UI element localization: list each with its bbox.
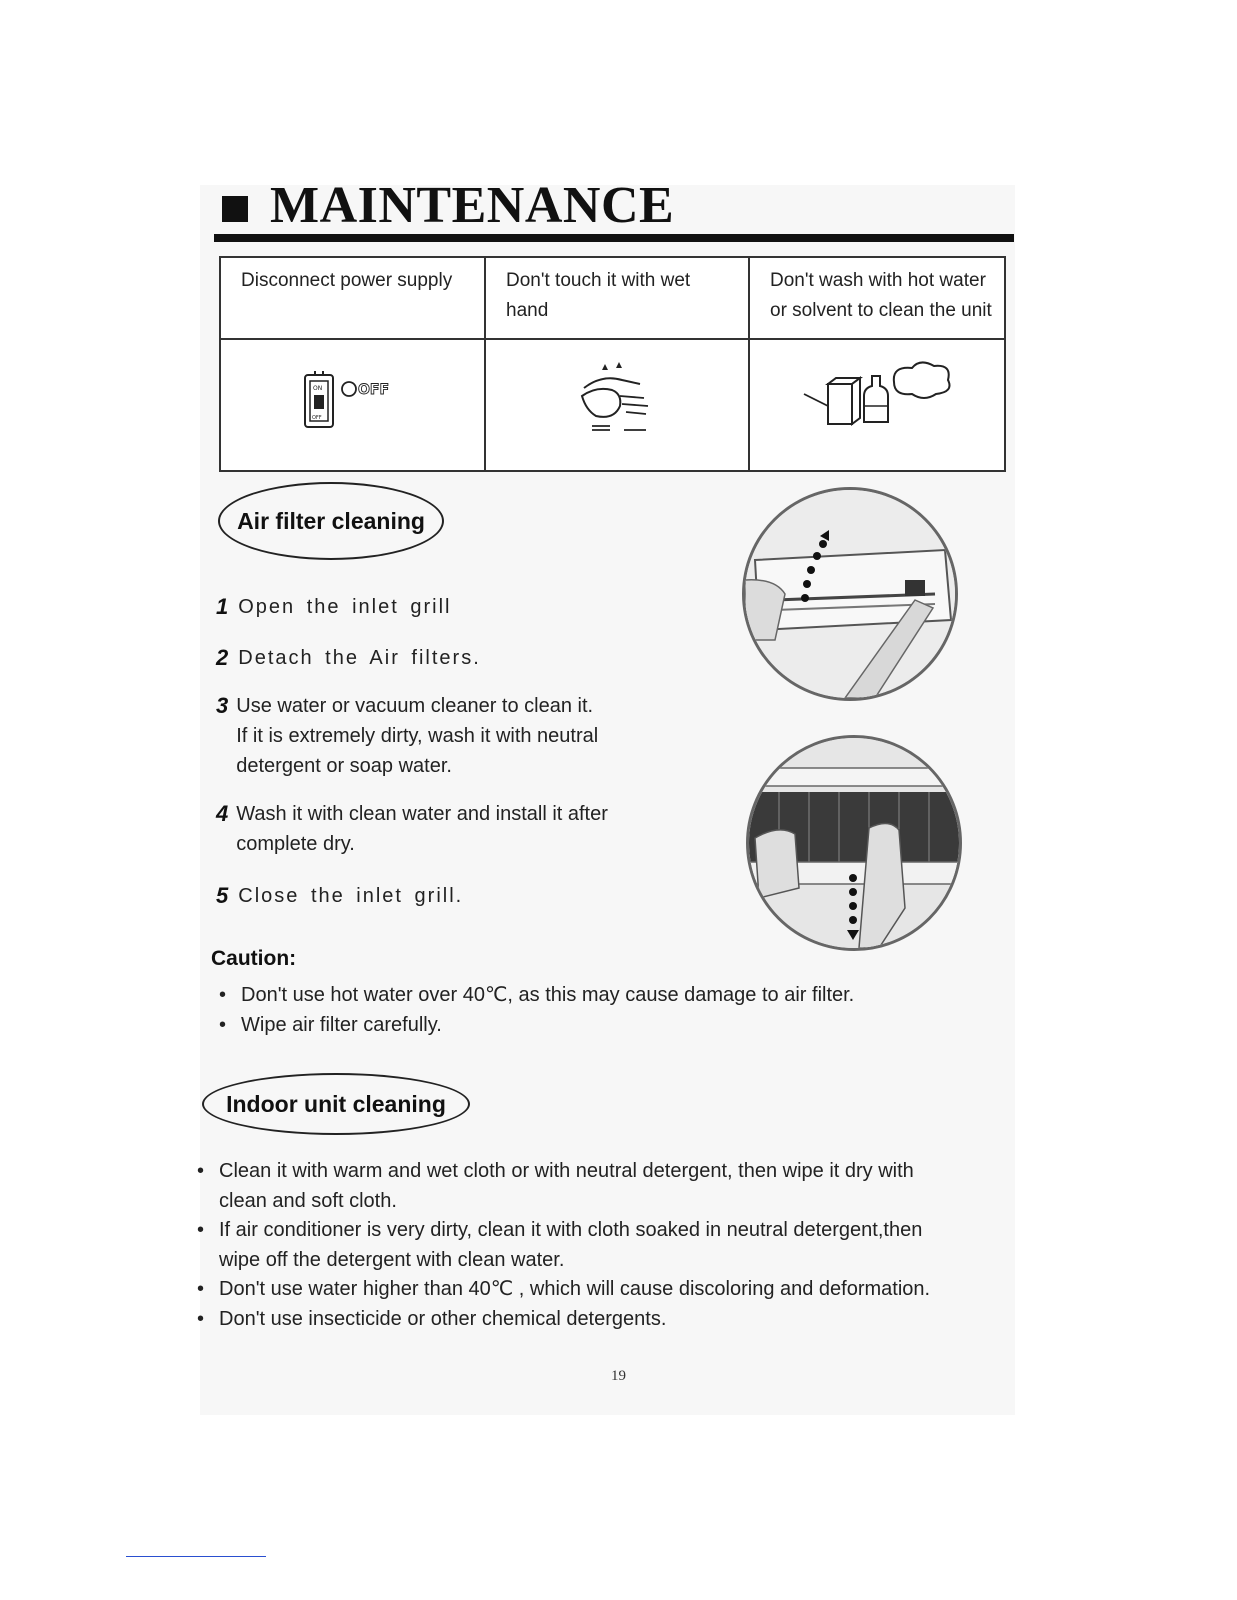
indoor-item	[197, 1156, 1012, 1216]
caution-label: Caution:	[211, 947, 297, 970]
step-number: 3	[216, 693, 229, 718]
open-grill-illustration	[742, 487, 958, 701]
off-badge-label: OFF	[357, 382, 389, 398]
title-text: MAINTENANCE	[270, 177, 675, 234]
step-4	[216, 799, 608, 859]
warning-table	[219, 256, 1006, 472]
step-text-line: Use water or vacuum cleaner to clean it.	[236, 695, 594, 717]
warning-text: Don't touch it with wet hand	[506, 270, 691, 321]
step-number: 4	[216, 801, 229, 826]
step-text-line: Wash it with clean water and install it after	[236, 803, 608, 825]
step-3	[216, 691, 598, 781]
caution-item	[219, 1010, 442, 1040]
switch-on-label: ON	[312, 385, 322, 392]
title-bullet-square	[222, 196, 248, 222]
air-conditioner-filter-image	[749, 738, 959, 948]
remove-filter-illustration	[746, 735, 962, 951]
warning-icon-row	[220, 339, 1005, 471]
step-number: 5	[216, 883, 231, 908]
page-number: 19	[611, 1368, 626, 1384]
indoor-text-line: Don't use water higher than 40℃ , which will cause discoloring and deformation.	[219, 1278, 931, 1300]
bullet-dot: •	[197, 1278, 205, 1300]
caution-item	[219, 980, 854, 1010]
indoor-unit-heading	[202, 1073, 470, 1135]
step-1	[216, 592, 451, 623]
warning-icon-cell	[220, 339, 485, 471]
indoor-text-line: clean and soft cloth.	[219, 1190, 397, 1212]
indoor-item	[197, 1215, 1012, 1275]
step-text-line: complete dry.	[236, 833, 355, 855]
solvent-bottle-icon	[792, 360, 962, 440]
step-number: 1	[216, 594, 231, 619]
bullet-dot: •	[197, 1308, 205, 1330]
title-underline	[214, 234, 1014, 242]
step-text-line: detergent or soap water.	[236, 755, 452, 777]
caution-text: Wipe air filter carefully.	[241, 1014, 442, 1036]
power-switch-icon	[293, 365, 413, 435]
caution-text: Don't use hot water over 40℃, as this may cause damage to air filter.	[241, 984, 855, 1006]
bullet-dot: •	[197, 1160, 205, 1182]
warning-text: Don't wash with hot water or solvent to clean the unit	[770, 270, 992, 321]
warning-cell-wet-hand	[485, 257, 749, 339]
warning-text-row	[220, 257, 1005, 339]
indoor-text-line: Don't use insecticide or other chemical detergents.	[219, 1308, 667, 1330]
page-title	[222, 176, 674, 235]
step-text: Open the inlet grill	[238, 596, 452, 618]
step-text-line: If it is extremely dirty, wash it with neutral	[236, 725, 599, 747]
bullet-dot: •	[219, 1014, 227, 1036]
footer-link-rule	[126, 1556, 266, 1557]
step-number: 2	[216, 645, 231, 670]
indoor-item	[197, 1274, 1012, 1304]
step-text: Close the inlet grill.	[238, 885, 464, 907]
indoor-text-line: wipe off the detergent with clean water.	[219, 1249, 565, 1271]
wet-hand-icon	[562, 360, 672, 440]
warning-icon-cell	[485, 339, 749, 471]
air-conditioner-open-grill-image	[745, 490, 955, 698]
step-5	[216, 881, 463, 912]
indoor-item	[197, 1304, 1012, 1334]
warning-cell-power	[220, 257, 485, 339]
indoor-text-line: If air conditioner is very dirty, clean it with cloth soaked in neutral detergent,then	[219, 1219, 923, 1241]
bullet-dot: •	[219, 984, 227, 1006]
step-text-block	[236, 799, 608, 859]
air-filter-heading-text: Air filter cleaning	[237, 507, 425, 534]
indoor-unit-heading-text: Indoor unit cleaning	[226, 1090, 446, 1117]
switch-off-label: OFF	[311, 415, 322, 421]
step-text-block	[236, 691, 598, 781]
step-2	[216, 643, 481, 674]
air-filter-heading	[218, 482, 444, 560]
warning-text: Disconnect power supply	[241, 270, 453, 291]
warning-icon-cell	[749, 339, 1005, 471]
step-text: Detach the Air filters.	[238, 647, 481, 669]
warning-cell-solvent	[749, 257, 1005, 339]
bullet-dot: •	[197, 1219, 205, 1241]
indoor-text-line: Clean it with warm and wet cloth or with neutral detergent, then wipe it dry with	[219, 1160, 914, 1182]
